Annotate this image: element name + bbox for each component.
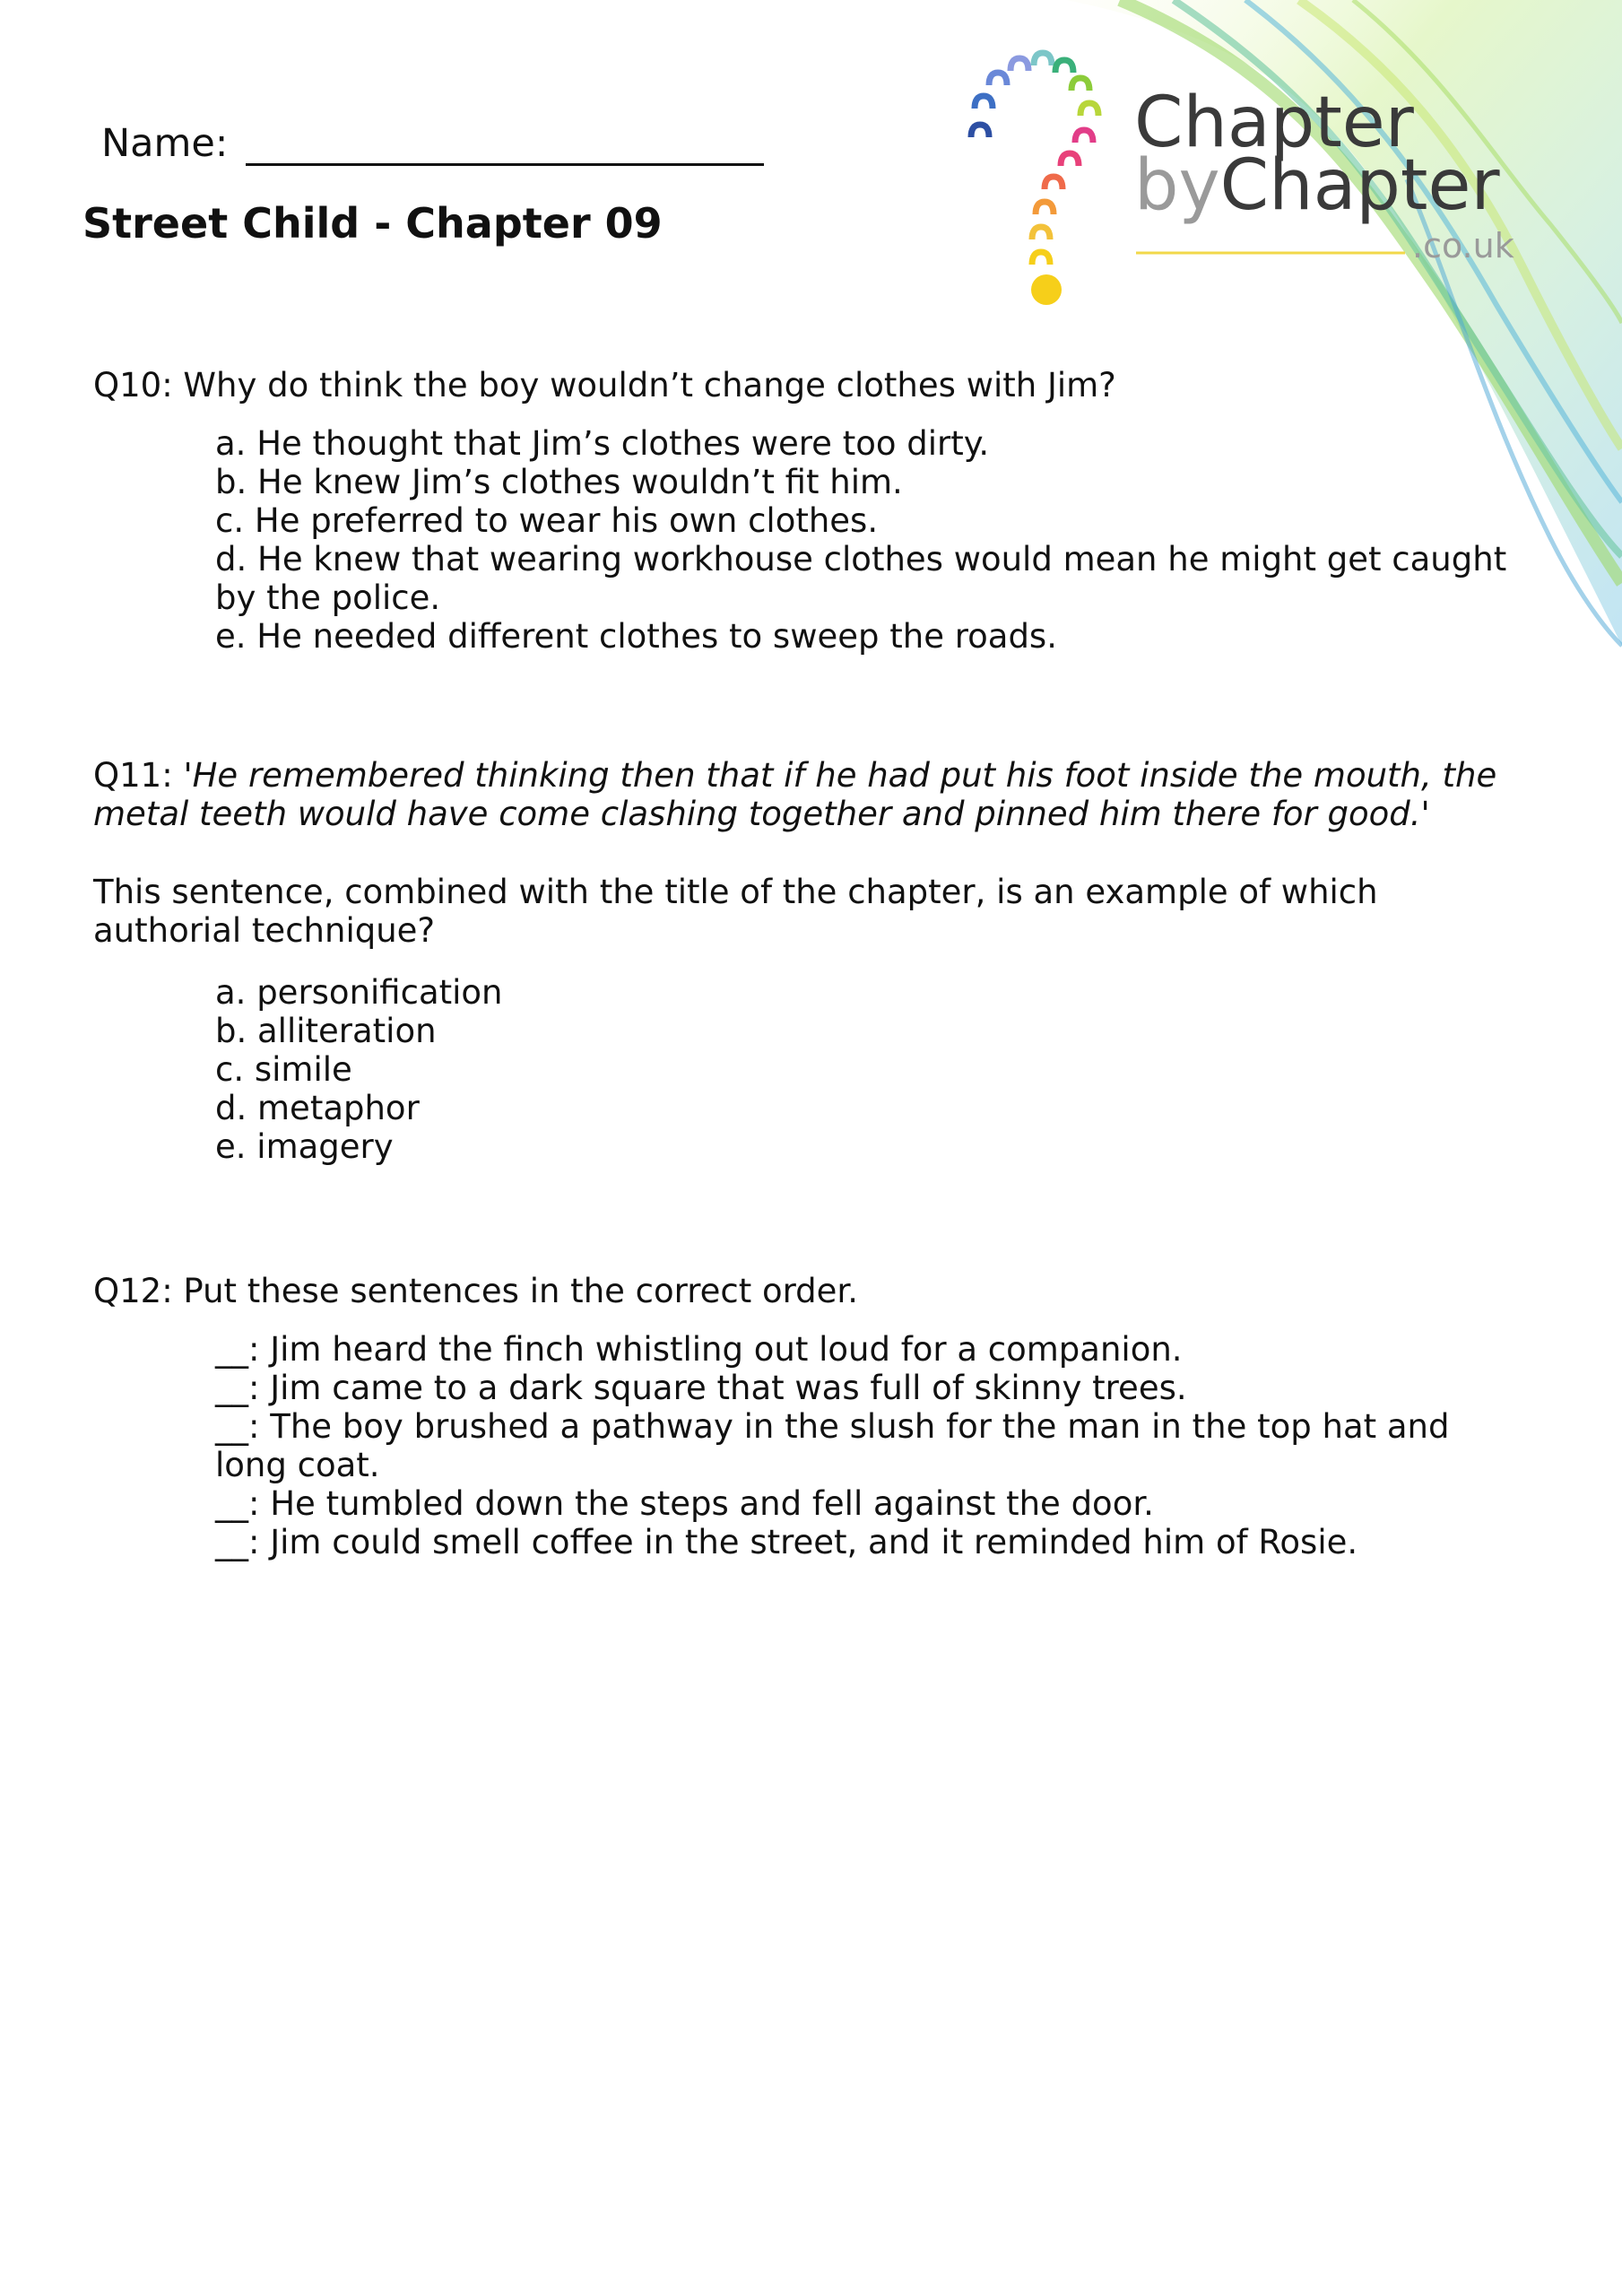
q11-quote-block (93, 756, 1528, 833)
q10-option-a: a. He thought that Jim’s clothes were too dirty. (215, 424, 990, 463)
q10-option-d: d. He knew that wearing workhouse clothes would mean he might get caught by the police. (215, 540, 1507, 617)
chapter-by-chapter-logo (964, 49, 1538, 318)
q10-option-e: e. He needed different clothes to sweep the roads. (215, 617, 1057, 656)
q10-option-c: c. He preferred to wear his own clothes. (215, 501, 879, 540)
q10-option-b: b. He knew Jim’s clothes wouldn’t fit him. (215, 463, 903, 501)
q12-items (215, 1330, 1524, 1561)
q11-option-d: d. metaphor (215, 1089, 420, 1127)
q11-option-e: e. imagery (215, 1127, 394, 1166)
q11-option-c: c. simile (215, 1050, 352, 1089)
worksheet-title: Street Child - Chapter 09 (82, 199, 663, 248)
q10-question: Q10: Why do think the boy wouldn’t change clothes with Jim? (93, 366, 1116, 404)
q11-options (215, 973, 1524, 1166)
q11-option-b: b. alliteration (215, 1012, 437, 1050)
logo-line2 (1134, 145, 1500, 226)
q10-options (215, 424, 1524, 656)
q11-option-a: a. personification (215, 973, 503, 1012)
name-field-line[interactable] (246, 118, 764, 166)
q11-question: This sentence, combined with the title of the chapter, is an example of which authorial technique? (93, 873, 1378, 950)
logo-by: by (1134, 145, 1220, 226)
q12-item: __: He tumbled down the steps and fell against the door. (215, 1484, 1154, 1523)
q12-question: Q12: Put these sentences in the correct order. (93, 1272, 859, 1310)
book-arc-icon (971, 53, 1098, 265)
q12-item: __: Jim could smell coffee in the street, and it reminded him of Rosie. (215, 1523, 1358, 1561)
q11-quote: 'He remembered thinking then that if he had put his foot inside the mouth, the metal teeth would have come clashing together and pinned him there for good.' (93, 756, 1497, 833)
logo-domain: .co.uk (1412, 226, 1514, 265)
q11-label: Q11: (93, 756, 173, 795)
q12-item: __: Jim heard the finch whistling out loud for a companion. (215, 1330, 1183, 1369)
q12-item: __: The boy brushed a pathway in the slush for the man in the top hat and long coat. (215, 1407, 1450, 1484)
logo-line1: Chapter (1134, 83, 1414, 163)
logo-dot (1031, 274, 1062, 305)
name-row (101, 118, 764, 166)
name-label: Name: (101, 121, 229, 166)
q12-item: __: Jim came to a dark square that was full of skinny trees. (215, 1369, 1187, 1407)
logo-chapter: Chapter (1219, 145, 1500, 226)
